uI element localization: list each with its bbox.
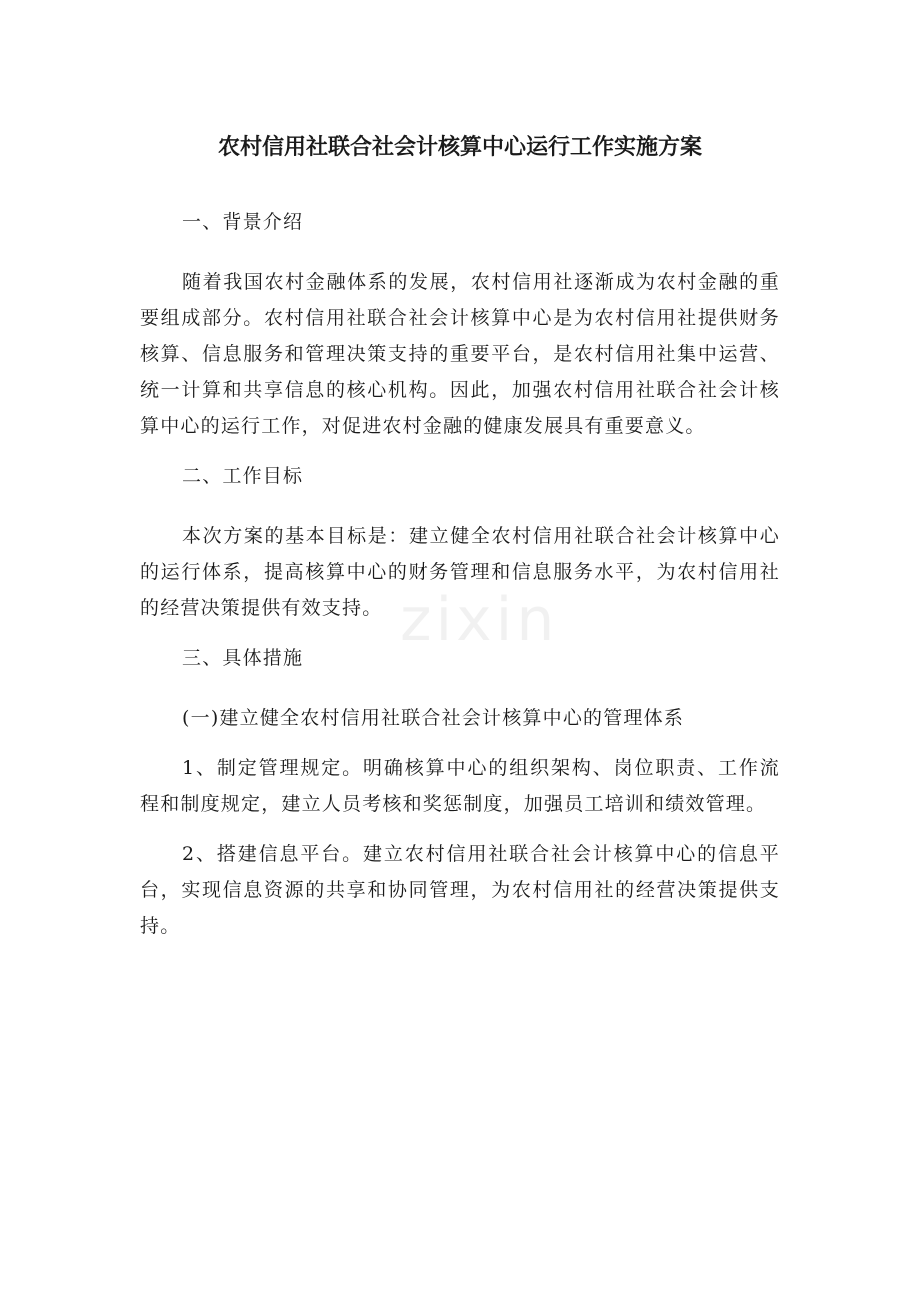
- paragraph-background: 随着我国农村金融体系的发展，农村信用社逐渐成为农村金融的重要组成部分。农村信用社联合社会计核算中心是为农村信用社提供财务核算、信息服务和管理决策支持的重要平台，是农村信用社集中运营、统一计算和共享信息的核心机构。因此，加强农村信用社联合社会计核算中心的运行工作，对促进农村金融的健康发展具有重要意义。: [140, 271, 780, 437]
- section-heading-goals: 二、工作目标: [182, 465, 304, 487]
- list-item-management-rules: 1、制定管理规定。明确核算中心的组织架构、岗位职责、工作流程和制度规定，建立人员考核和奖惩制度，加强员工培训和绩效管理。: [140, 757, 780, 815]
- section-heading-background: 一、背景介绍: [182, 211, 304, 233]
- paragraph-goals: 本次方案的基本目标是：建立健全农村信用社联合社会计核算中心的运行体系，提高核算中心的财务管理和信息服务水平，为农村信用社的经营决策提供有效支持。: [140, 525, 780, 619]
- watermark: zixin: [400, 585, 559, 655]
- document-body: [140, 204, 780, 958]
- subsection-heading-management-system: (一)建立健全农村信用社联合社会计核算中心的管理体系: [182, 707, 685, 729]
- section-heading-measures: 三、具体措施: [182, 647, 304, 669]
- document-title: 农村信用社联合社会计核算中心运行工作实施方案: [217, 135, 702, 160]
- list-item-information-platform: 2、搭建信息平台。建立农村信用社联合社会计核算中心的信息平台，实现信息资源的共享和协同管理，为农村信用社的经营决策提供支持。: [140, 843, 780, 937]
